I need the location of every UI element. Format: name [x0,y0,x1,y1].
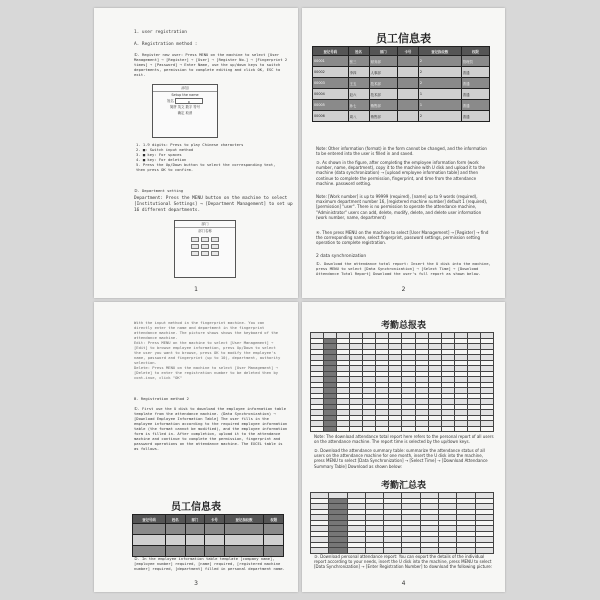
table-cell [454,426,467,432]
employee-table-title: 员工信息表 [171,502,221,513]
table-cell [475,548,493,554]
table-cell: 赵六 [348,89,369,100]
table-cell [397,78,418,89]
step-3: ③. Download personal attendance report: You can export the details of the individual report according to your needs, insert the U disk into the machine, press MENU to select [Data Synchronization] → [Enter Registration Number] to download the following picture: [314,554,493,570]
table-cell [166,535,186,546]
table-cell [185,535,205,546]
manual-page-1 [94,8,298,298]
table-cell: 00001 [313,56,349,67]
table-row [313,100,490,111]
manual-page-3 [94,302,298,592]
department-dialog [174,220,236,278]
table-cell: 2 [418,111,461,122]
table-cell: 技术部 [369,89,397,100]
key[interactable] [201,251,209,256]
add-user-dialog [152,84,218,138]
key[interactable] [201,237,209,242]
employee-info-table [312,46,490,122]
table-cell [384,548,402,554]
subheading: B. Registration method 2 [134,396,189,401]
key[interactable] [191,251,199,256]
table-cell [264,535,284,546]
table-row [313,56,490,67]
page-number: 1 [194,286,198,293]
table-cell: 技术部 [369,78,397,89]
dialog-buttons[interactable]: 确定 取消 [177,111,193,115]
section-title: 2 data synchronization [316,254,367,259]
page-number: 4 [401,580,406,587]
step-1-text: ①. Register new user: Press MENU on the machine to select [User Management] → [Register] → [User] → [Register No.] → [Fingerprint 2 times] → [Password] → Enter Name, use the up/down keys to switch departments, permission to complete editing and click OK, ESC to exit. [134,52,288,77]
table-cell [439,548,457,554]
table-cell [205,535,225,546]
table-cell: 周八 [348,111,369,122]
name-value: R [187,100,190,104]
table-cell: 普通 [461,111,489,122]
table-cell: 00002 [313,67,349,78]
table-cell: 普通 [461,67,489,78]
key[interactable] [191,244,199,249]
table-row [313,78,490,89]
table-row [313,111,490,122]
input-notes: 1. 1-9 digits: Press to play Chinese characters 2. ■: Switch input method 3. ■ key: For spaces 4. ■ key: For deletion 5. Press the Up/Down button to select the corresponding text, then press OK to confirm. [136,142,276,172]
dialog-title: 添加 [153,85,217,92]
table-cell [337,426,350,432]
step-2-text: ②. In the employee information table template [company name], [employee number] required, [name] required, [registered machine number] required, [department] filled in personal department name. [134,556,285,571]
step-2-text: Department: Press the MENU button on the machine to select [Institutional Settings] → [Department Management] to set up 16 different departments. [134,196,293,213]
key[interactable] [211,251,219,256]
report-note: Note: The download attendance total report here refers to the personal report of all users on the attendance machine. The report time is selected by the up/down keys. [314,434,494,445]
table-cell [133,535,166,546]
step-2-title: ②. Department setting [134,188,184,193]
table-cell: 王五 [348,78,369,89]
table-row [311,548,494,554]
total-report-title: 考勤总报表 [380,321,426,331]
intro-text: With the input method in the fingerprint machine. You can directly enter the name and department in the fingerprint attendance machine. The picture shows shows the keyboard of the attendance machine. Edit: Press MENU on the machine to select [User Management] → [Edit] to browse employee information, press Up/Down to select the user you want to browse, press OK to modify the employee's name, password and fingerprint (up to 10), department, authority selection. Delete: Press MENU on the machine to select [User Management] → [Delete] to enter the registration number to be deleted then by cont-inue, click "OK" [134,320,281,380]
summary-table-title: 考勤汇总表 [380,481,426,491]
table-cell: 1 [418,100,461,111]
table-cell [397,89,418,100]
table-row [311,426,494,432]
table-cell: 普通 [461,89,489,100]
step-1-text: ①. First use the U disk to download the employee information table template from the attendance machine. (Data Synchronization) → [Download Employee Information Table] The user fills in the employee information according to the required employee information table (the format cannot be modified), and the employee information form is filled in. After completion, upload it to the attendance machine and continue to complete the permission, fingerprint and password operations on the attendance machine. The EXCEL table is as follows. [134,406,288,451]
table-cell [397,67,418,78]
table-cell: 00003 [313,78,349,89]
table-cell [224,535,264,546]
keypad [191,237,219,256]
table-cell [376,426,389,432]
table-cell [224,546,264,557]
note-2: Note: [Work number] is up to 99999 (required), [name] up to 9 words (required), maximum department number 16, [registered machine number] default 1 (required), [permission] "user". There is no permission to operate the attendance machine, "Administrator" users can add, delete, modify, delete, and delete user information (work number, name, department) [316,194,488,220]
table-cell: 李四 [348,67,369,78]
table-cell [480,426,493,432]
heading: 1. user registration [134,30,187,35]
table-cell [420,548,438,554]
table-cell [329,548,347,554]
table-header: 姓名 [348,47,369,56]
attendance-total-report [310,332,494,432]
table-cell: 张三 [348,56,369,67]
table-header: 登记号码 [313,47,349,56]
table-cell [185,524,205,535]
table-cell [205,546,225,557]
input-method-row: 简拼 英文 数字 符号 [169,105,201,109]
table-cell: 人事部 [369,67,397,78]
table-cell [350,426,363,432]
table-cell [397,100,418,111]
table-cell [166,546,186,557]
table-cell: 2 [418,56,461,67]
table-cell [311,548,329,554]
step-3: ③. As shown in the figure, after completing the employee information form (work number, name, department), copy it to the machine with U disk and upload it to the machine (data synchronization) → [upload employee information table] and then continue to complete the permission, fingerprint, and time from the attendance machine. password setting. [316,160,485,186]
table-cell [166,524,186,535]
key[interactable] [211,244,219,249]
table-header: 卡号 [397,47,418,56]
table-header: 权限 [264,515,284,524]
key[interactable] [211,237,219,242]
table-cell [467,426,480,432]
table-cell [457,548,475,554]
table-cell [397,56,418,67]
department-dialog-title: 部门 [175,221,235,228]
table-cell [365,548,383,554]
table-cell: 00005 [313,100,349,111]
table-cell [133,546,166,557]
table-row [133,524,284,535]
table-cell: 普通 [461,78,489,89]
table-cell: 00004 [313,89,349,100]
table-header: 权限 [461,47,489,56]
note-1: Note: Other information (format) in the form cannot be changed, and the information to be entered into the user is filled in and saved. [316,146,487,157]
table-cell: 孙七 [348,100,369,111]
table-header: 姓名 [166,515,186,524]
table-row [133,535,284,546]
step-2: ②. Download the attendance summary table: summarize the attendance status of all users on the attendance machine for one month, insert the U disk into the machine, press MENU to select [Data Synchronization] → [Select Time] → [Download Attendance Summary Table] Download as shown below: [314,448,488,469]
table-cell: 普通 [461,100,489,111]
table-cell: 1 [418,89,461,100]
step-4: ④. Then press MENU on the machine to select [User Management] → [Register] → find the corresponding name, select fingerprint, password settings, permission setting operation to complete registration. [316,230,489,246]
table-header: 部门 [369,47,397,56]
employee-table-title: 员工信息表 [376,32,431,45]
table-cell: 销售部 [369,111,397,122]
table-cell: 销售部 [369,100,397,111]
table-cell [264,546,284,557]
table-cell [324,426,337,432]
table-cell [347,548,365,554]
table-cell: 2 [418,78,461,89]
name-label: 姓名 [167,99,174,103]
table-cell [402,548,420,554]
step-5: ①. Download the attendance total report: Insert the U disk into the machine, press MENU to select [Data Synchronization] → [Select Time] → [Download Attendance Total Report] Download the user's full report as shown below. [316,261,491,276]
dialog-instruction: Setup the name [171,93,199,97]
table-cell [205,524,225,535]
table-header: 卡号 [205,515,225,524]
table-cell [441,426,454,432]
table-header: 登记指纹数 [418,47,461,56]
key[interactable] [201,244,209,249]
table-header: 登记指纹数 [224,515,264,524]
table-cell [311,426,324,432]
table-cell [185,546,205,557]
page-number: 2 [401,286,406,293]
table-cell [363,426,376,432]
table-cell [224,524,264,535]
table-cell: 00006 [313,111,349,122]
page-number: 3 [194,580,198,587]
table-cell [133,524,166,535]
employee-info-template [132,514,284,557]
table-cell [389,426,402,432]
key[interactable] [191,237,199,242]
table-row [133,546,284,557]
department-name-label: 部门名称 [198,229,212,233]
table-cell: 2 [418,67,461,78]
table-cell: 管理员 [461,56,489,67]
table-header: 部门 [185,515,205,524]
manual-page-2 [302,8,505,298]
attendance-summary-table [310,492,494,554]
subheading: A. Registration method : [134,42,198,47]
table-cell [428,426,441,432]
table-row [313,89,490,100]
table-cell [264,524,284,535]
table-header: 登记号码 [133,515,166,524]
table-cell: 财务部 [369,56,397,67]
table-cell [402,426,415,432]
table-cell [415,426,428,432]
table-row [313,67,490,78]
manual-page-4 [302,302,505,592]
table-cell [397,111,418,122]
